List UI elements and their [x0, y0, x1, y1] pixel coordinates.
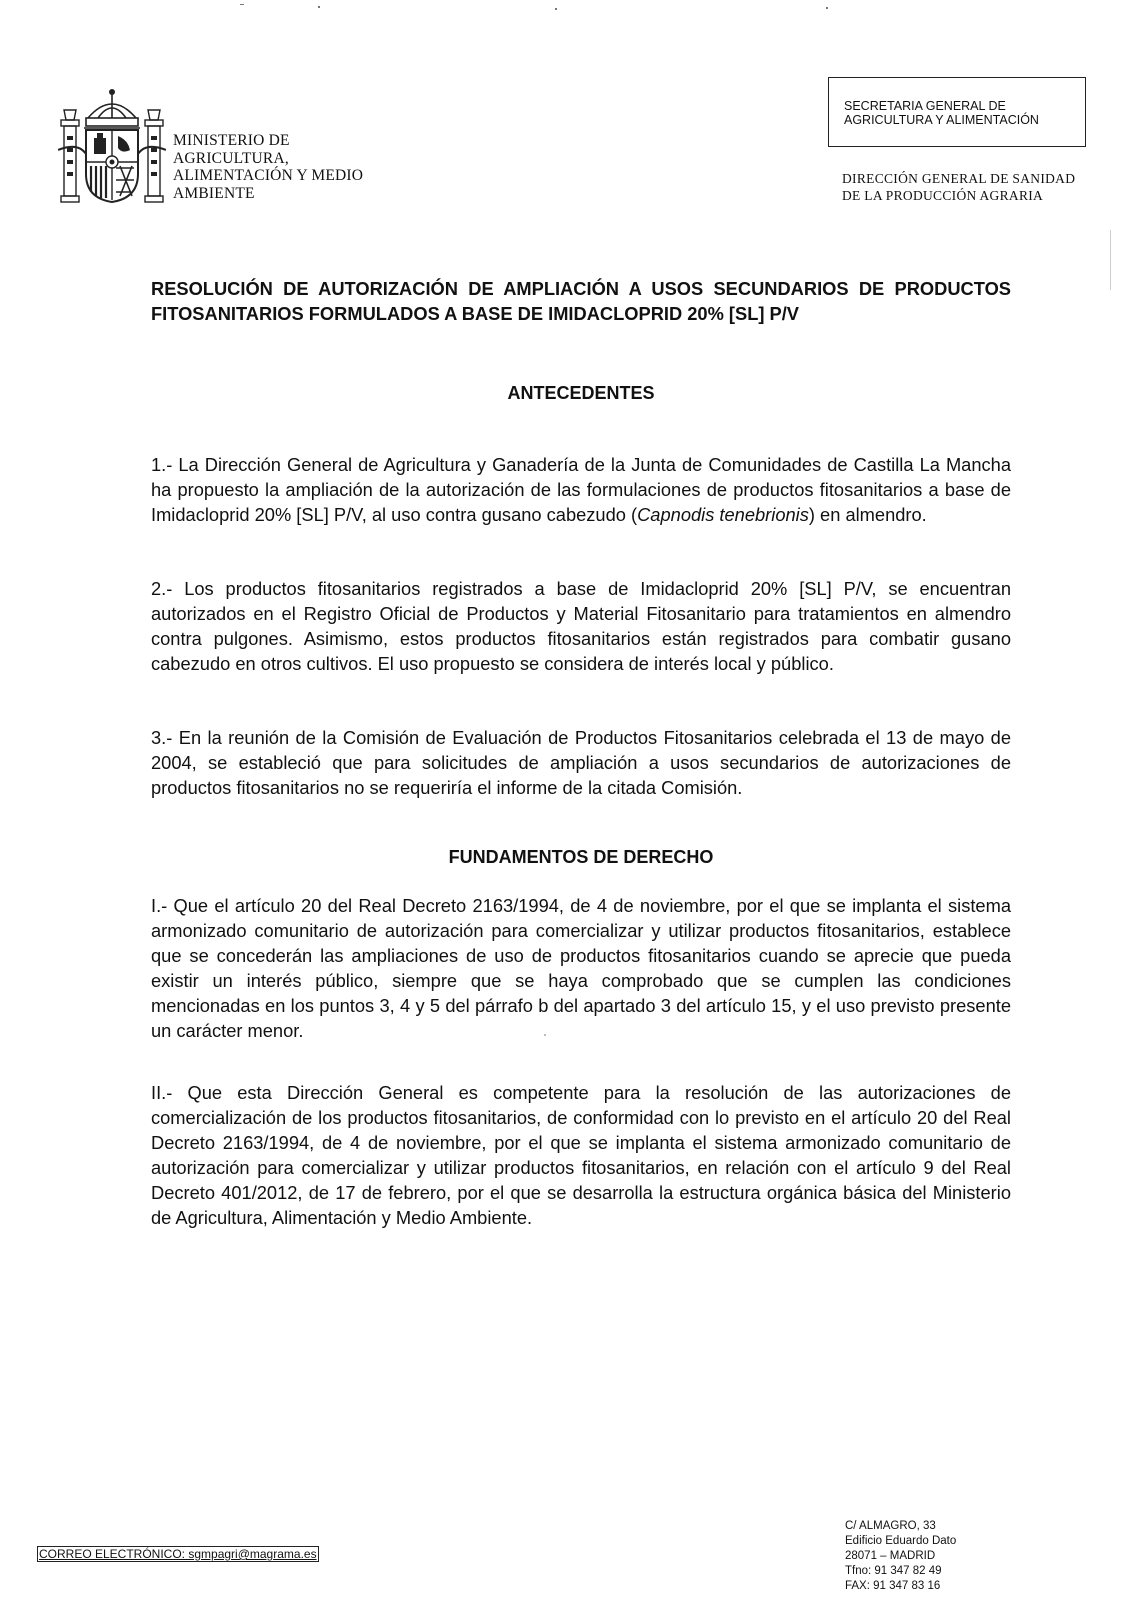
direccion-line-1: DIRECCIÓN GENERAL DE SANIDAD	[842, 171, 1076, 186]
ministry-line-2: AGRICULTURA,	[173, 149, 289, 167]
p1-text-before: 1.- La Dirección General de Agricultura y Ganadería de la Junta de Comunidades de Castilla La Mancha ha propuesto la ampliación de la autorización de las formulaciones de productos fitosanitarios a base de Imidacloprid 20% [SL] P/V, al uso contra gusano cabezudo (	[151, 454, 1011, 525]
email-contact: CORREO ELECTRÓNICO: sgmpagri@magrama.es	[39, 1547, 317, 1561]
coat-of-arms-logo	[58, 88, 166, 206]
direccion-general	[842, 170, 1112, 204]
address-line-3: 28071 – MADRID	[845, 1550, 936, 1562]
ministry-line-1: MINISTERIO DE	[173, 132, 290, 149]
antecedentes-paragraph-2: 2.- Los productos fitosanitarios registrados a base de Imidacloprid 20% [SL] P/V, se encuentran autorizados en el Registro Oficial de Productos y Material Fitosanitario para tratamientos en almendro contra pulgones. Asimismo, estos productos fitosanitarios están registrados para combatir gusano cabezudo en otros cultivos. El uso propuesto se considera de interés local y público.	[151, 578, 1011, 674]
secretaria-line-1: SECRETARIA GENERAL DE	[844, 99, 1006, 113]
antecedentes-paragraph-3: 3.- En la reunión de la Comisión de Evaluación de Productos Fitosanitarios celebrada el 13 de mayo de 2004, se estableció que para solicitudes de ampliación a usos secundarios de autorizaciones de productos fitosanitarios no se requeriría el informe de la citada Comisión.	[151, 727, 1011, 798]
p1-species-name: Capnodis tenebrionis	[637, 504, 809, 525]
ministry-name	[173, 132, 403, 202]
p1-text-after: ) en almendro.	[808, 504, 927, 525]
address-line-2: Edificio Eduardo Dato	[845, 1535, 957, 1547]
document-title: RESOLUCIÓN DE AUTORIZACIÓN DE AMPLIACIÓN A USOS SECUNDARIOS DE PRODUCTOS FITOSANITARIOS FORMULADOS A BASE DE IMIDACLOPRID 20% [SL] P/V	[151, 278, 1011, 324]
antecedentes-heading: ANTECEDENTES	[507, 383, 655, 403]
ministry-line-4: AMBIENTE	[173, 184, 255, 202]
antecedentes-paragraph-1	[151, 452, 1011, 527]
direccion-line-2: DE LA PRODUCCIÓN AGRARIA	[842, 188, 1044, 203]
secretaria-box	[828, 77, 1086, 147]
fundamentos-heading: FUNDAMENTOS DE DERECHO	[448, 847, 714, 867]
fundamentos-paragraph-2: II.- Que esta Dirección General es competente para la resolución de las autorizaciones de comercialización de los productos fitosanitarios, de conformidad con lo previsto en el artículo 20 del Real Decreto 2163/1994, de 4 de noviembre, por el que se implanta el sistema armonizado comunitario de autorización para comercializar y utilizar productos fitosanitarios, en relación con el artículo 9 del Real Decreto 401/2012, de 17 de febrero, por el que se desarrolla la estructura orgánica básica del Ministerio de Agricultura, Alimentación y Medio Ambiente.	[151, 1082, 1011, 1228]
ministry-line-3: ALIMENTACIÓN Y MEDIO	[173, 167, 364, 184]
postal-address	[845, 1519, 956, 1594]
fundamentos-paragraph-1: I.- Que el artículo 20 del Real Decreto 2163/1994, de 4 de noviembre, por el que se implanta el sistema armonizado comunitario de autorización para comercializar y utilizar productos fitosanitarios, establece que se concederán las ampliaciones de uso de productos fitosanitarios cuando se aprecie que pueda existir un interés público, siempre que se haya comprobado que se cumplen las condiciones mencionadas en los puntos 3, 4 y 5 del párrafo b del apartado 3 del artículo 15, y el uso previsto presente un carácter menor.	[151, 895, 1011, 1041]
secretaria-line-2: AGRICULTURA Y ALIMENTACIÓN	[844, 113, 1039, 127]
address-line-4: Tfno: 91 347 82 49	[845, 1565, 942, 1577]
address-line-1: C/ ALMAGRO, 33	[845, 1520, 936, 1532]
address-line-5: FAX: 91 347 83 16	[845, 1580, 941, 1592]
